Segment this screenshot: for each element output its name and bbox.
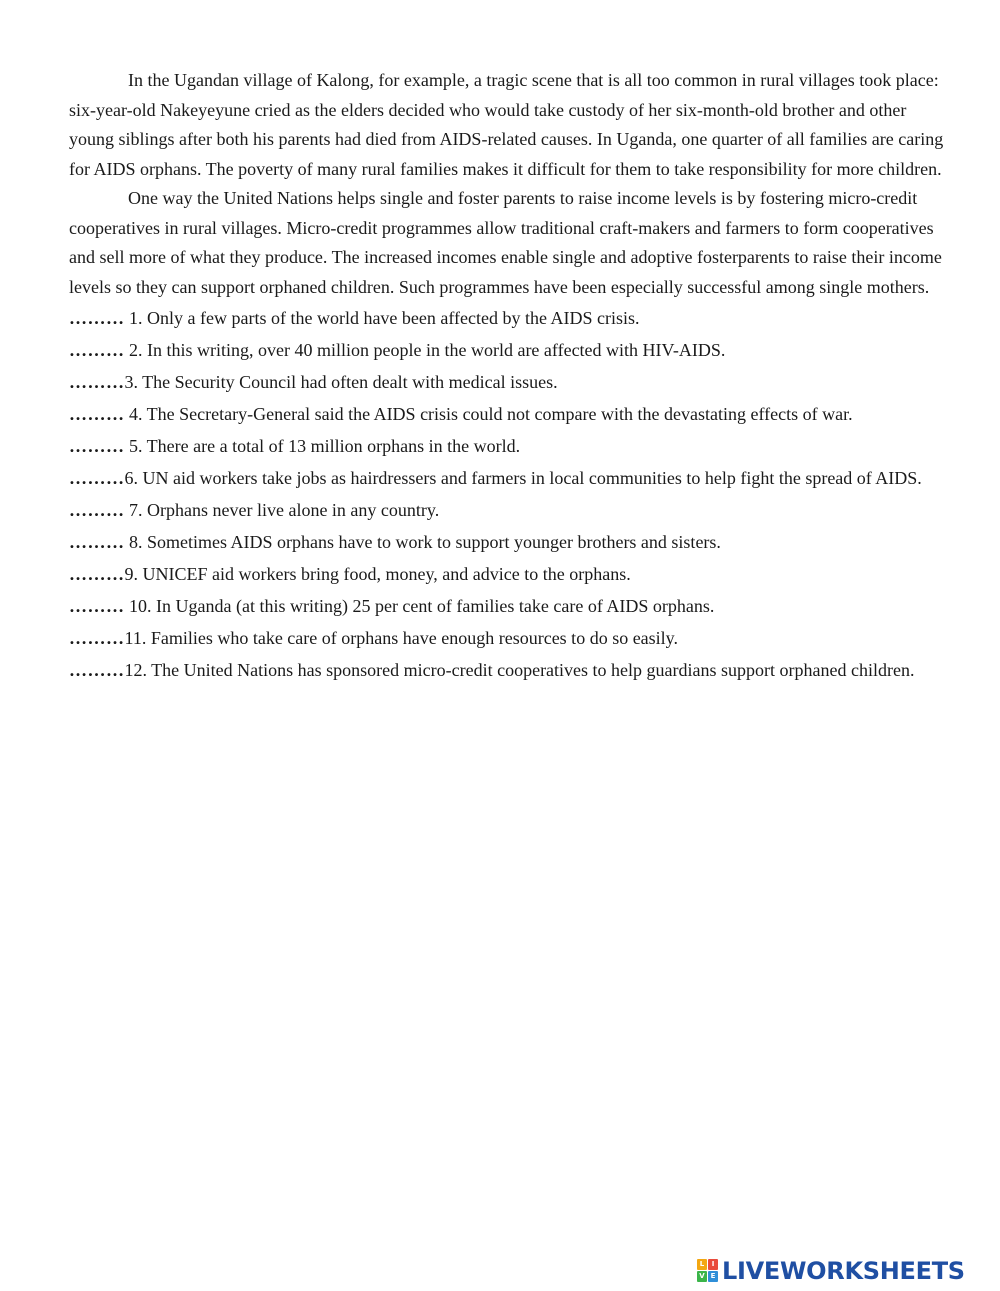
statement-item xyxy=(69,624,945,654)
statement-item xyxy=(69,368,945,398)
statement-item xyxy=(69,560,945,590)
statement-text: 2. In this writing, over 40 million people in the world are affected with HIV-AIDS. xyxy=(124,340,726,360)
answer-blank[interactable]: ……… xyxy=(69,468,125,488)
statement-text: 12. The United Nations has sponsored micro-credit cooperatives to help guardians support orphaned children. xyxy=(124,660,915,680)
answer-blank[interactable]: ……… xyxy=(69,500,125,520)
answer-blank[interactable]: ……… xyxy=(69,404,125,424)
statement-text: 8. Sometimes AIDS orphans have to work to support younger brothers and sisters. xyxy=(124,532,721,552)
reading-paragraph-2: One way the United Nations helps single and foster parents to raise income levels is by fostering micro-credit cooperatives in rural villages. Micro-credit programmes allow traditional craft-makers and farmers to form cooperatives and sell more of what they produce. The increased incomes enable single and adoptive fosterparents to raise their income levels so they can support orphaned children. Such programmes have been especially successful among single mothers. xyxy=(69,188,942,297)
statement-item xyxy=(69,400,945,430)
statement-item xyxy=(69,528,945,558)
logo-mark-icon xyxy=(697,1259,719,1283)
answer-blank[interactable]: ……… xyxy=(69,308,125,328)
statement-item xyxy=(69,592,945,622)
statement-text: 4. The Secretary-General said the AIDS crisis could not compare with the devastating effects of war. xyxy=(124,404,853,424)
statement-item xyxy=(69,464,945,494)
statement-text: 3. The Security Council had often dealt with medical issues. xyxy=(124,372,558,392)
answer-blank[interactable]: ……… xyxy=(69,596,125,616)
logo-cell-e: E xyxy=(708,1271,718,1282)
answer-blank[interactable]: ……… xyxy=(69,628,125,648)
logo-cell-i: I xyxy=(708,1259,718,1270)
statement-text: 11. Families who take care of orphans have enough resources to do so easily. xyxy=(124,628,679,648)
statement-text: 6. UN aid workers take jobs as hairdressers and farmers in local communities to help fight the spread of AIDS. xyxy=(124,468,922,488)
answer-blank[interactable]: ……… xyxy=(69,532,125,552)
statement-list xyxy=(69,304,945,686)
liveworksheets-logo xyxy=(697,1255,965,1287)
answer-blank[interactable]: ……… xyxy=(69,660,125,680)
statement-item xyxy=(69,496,945,526)
answer-blank[interactable]: ……… xyxy=(69,340,125,360)
statement-text: 7. Orphans never live alone in any country. xyxy=(124,500,440,520)
statement-text: 5. There are a total of 13 million orphans in the world. xyxy=(124,436,521,456)
reading-paragraph-1: In the Ugandan village of Kalong, for example, a tragic scene that is all too common in rural villages took place: six-year-old Nakeyeyune cried as the elders decided who would take custody of her six-month-old brother and other young siblings after both his parents had died from AIDS-related causes. In Uganda, one quarter of all families are caring for AIDS orphans. The poverty of many rural families makes it difficult for them to take responsibility for more children. xyxy=(69,70,944,179)
statement-text: 1. Only a few parts of the world have been affected by the AIDS crisis. xyxy=(124,308,640,328)
statement-text: 10. In Uganda (at this writing) 25 per cent of families take care of AIDS orphans. xyxy=(124,596,715,616)
worksheet-page xyxy=(69,66,945,688)
statement-item xyxy=(69,432,945,462)
statement-item xyxy=(69,336,945,366)
answer-blank[interactable]: ……… xyxy=(69,436,125,456)
logo-wordmark: LIVEWORKSHEETS xyxy=(722,1257,965,1285)
logo-cell-v: V xyxy=(697,1271,707,1282)
statement-item xyxy=(69,656,945,686)
statement-item xyxy=(69,304,945,334)
logo-cell-l: L xyxy=(697,1259,707,1270)
answer-blank[interactable]: ……… xyxy=(69,564,125,584)
statement-text: 9. UNICEF aid workers bring food, money, and advice to the orphans. xyxy=(124,564,631,584)
answer-blank[interactable]: ……… xyxy=(69,372,125,392)
